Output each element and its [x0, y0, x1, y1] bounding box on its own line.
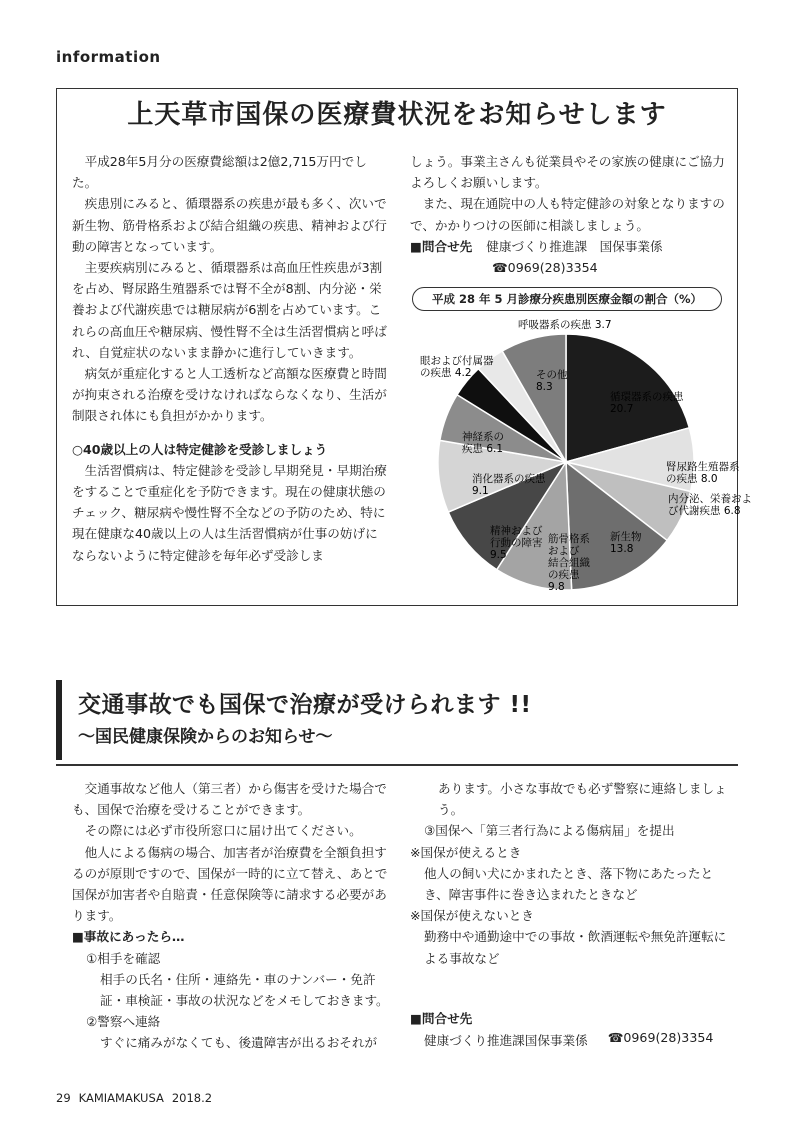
list-item: ①相手を確認 [86, 950, 161, 966]
paragraph: 交通事故など他人（第三者）から傷害を受けた場合でも、国保で治療を受けることができます。 [72, 781, 387, 818]
slice-label: 精神および行動の障害 9.5 [490, 525, 543, 561]
issue-date: 2018.2 [171, 1091, 213, 1105]
list-item-detail: すぐに痛みがなくても、後遺障害が出るおそれが [100, 1035, 378, 1051]
note-body: 他人の飼い犬にかまれたとき、落下物にあたったとき、障害事件に巻き込まれたときなど [424, 865, 714, 903]
note-heading: ※国保が使えるとき [410, 844, 522, 860]
list-item-detail: 相手の氏名・住所・連絡先・車のナンバー・免許証・車検証・事故の状況などをメモしておきます。 [100, 971, 389, 1009]
section-label: information [56, 48, 161, 66]
contact-dept: 健康づくり推進課 国保事業係 [486, 238, 663, 254]
slice-label: 眼および付属器の疾患 4.2 [420, 355, 494, 379]
slice-label: 新生物 13.8 [610, 531, 642, 555]
article-right-column [410, 151, 726, 278]
paragraph: 病気が重症化すると人工透析など高額な医療費と時間が拘束される治療を受けなければならなくなり、生活が制限され体にも負担がかかります。 [72, 366, 387, 424]
article-title: 交通事故でも国保で治療が受けられます !! [78, 692, 532, 718]
contact-label: ■問合せ先 [410, 238, 473, 254]
divider [56, 764, 738, 766]
article-title: 上天草市国保の医療費状況をお知らせします [127, 100, 667, 130]
article-subtitle: ～国民健康保険からのお知らせ～ [78, 727, 333, 747]
contact-tel: ☎0969(28)3354 [607, 1030, 714, 1045]
contact-tel: ☎0969(28)3354 [492, 260, 598, 276]
paragraph: 他人による傷病の場合、加害者が治療費を全額負担するのが原則ですので、国保が一時的に立て替え、あとで国保が加害者や自賠責・任意保険等に請求する必要があります。 [72, 844, 388, 924]
pie-chart [410, 310, 752, 595]
article-right-column [410, 778, 728, 969]
title-accent-bar [56, 680, 62, 760]
slice-label: 内分泌、栄養および代謝疾患 6.8 [668, 493, 752, 517]
slice-label: 呼吸器系の疾患 3.7 [518, 319, 612, 331]
contact-label: ■問合せ先 [410, 1011, 473, 1026]
slice-label: 神経系の疾患 6.1 [462, 431, 504, 455]
paragraph: 主要疾病別にみると、循環器系は高血圧性疾患が3割を占め、腎尿路生殖器系では腎不全が8割、内分泌・栄養および代謝疾患では糖尿病が6割を占めています。これらの高血圧や糖尿病、慢性腎不全は生活習慣病と呼ばれ、自覚症状のないまま静かに進行していきます。 [72, 260, 387, 360]
list-item-detail: あります。小さな事故でも必ず警察に連絡しましょう。 [438, 781, 727, 818]
contact-info [410, 236, 726, 257]
note-heading: ※国保が使えないとき [410, 908, 534, 924]
note-body: 勤務中や通勤途中での事故・飲酒運転や無免許運転による事故など [424, 929, 727, 966]
page-footer [56, 1091, 212, 1105]
chart-title: 平成 28 年 5 月診療分疾患別医療金額の割合（%） [412, 287, 722, 311]
slice-label: 腎尿路生殖器系の疾患 8.0 [666, 461, 740, 485]
page-number: 29 [56, 1091, 71, 1105]
article-left-column [72, 778, 390, 1054]
slice-label: 筋骨格系および結合組織の疾患 9.8 [548, 533, 590, 593]
magazine-name: KAMIAMAKUSA [78, 1091, 164, 1105]
slice-label: 消化器系の疾患 9.1 [472, 473, 546, 497]
list-item: ③国保へ「第三者行為による傷病届」を提出 [424, 823, 675, 839]
paragraph: また、現在通院中の人も特定健診の対象となりますので、かかりつけの医師に相談しましょう。 [410, 196, 725, 233]
contact-info [424, 1030, 713, 1049]
subheading: ■事故にあったら… [72, 929, 185, 945]
paragraph: その際には必ず市役所窓口に届け出てください。 [84, 823, 362, 839]
slice-label: その他 8.3 [536, 369, 568, 393]
paragraph: 生活習慣病は、特定健診を受診し早期発見・早期治療をすることで重症化を予防できます。現在の健康状態のチェック、糖尿病や慢性腎不全などの予防のため、特に現在健康な40歳以上の人は生活習慣病が仕事の妨げにならないように特定健診を毎年必ず受診しま [72, 462, 387, 563]
paragraph: 平成28年5月分の医療費総額は2億2,715万円でした。 [72, 154, 367, 191]
contact-dept: 健康づくり推進課国保事業係 [424, 1033, 588, 1048]
subheading: ○40歳以上の人は特定健診を受診しましょう [72, 441, 328, 457]
paragraph: しょう。事業主さんも従業員やその家族の健康にご協力よろしくお願いします。 [410, 154, 725, 191]
article-left-column [72, 151, 390, 566]
slice-label: 循環器系の疾患 20.7 [610, 391, 684, 415]
paragraph: 疾患別にみると、循環器系の疾患が最も多く、次いで新生物、筋骨格系および結合組織の疾患、精神および行動の障害となっています。 [72, 196, 387, 254]
list-item: ②警察へ連絡 [86, 1014, 161, 1030]
